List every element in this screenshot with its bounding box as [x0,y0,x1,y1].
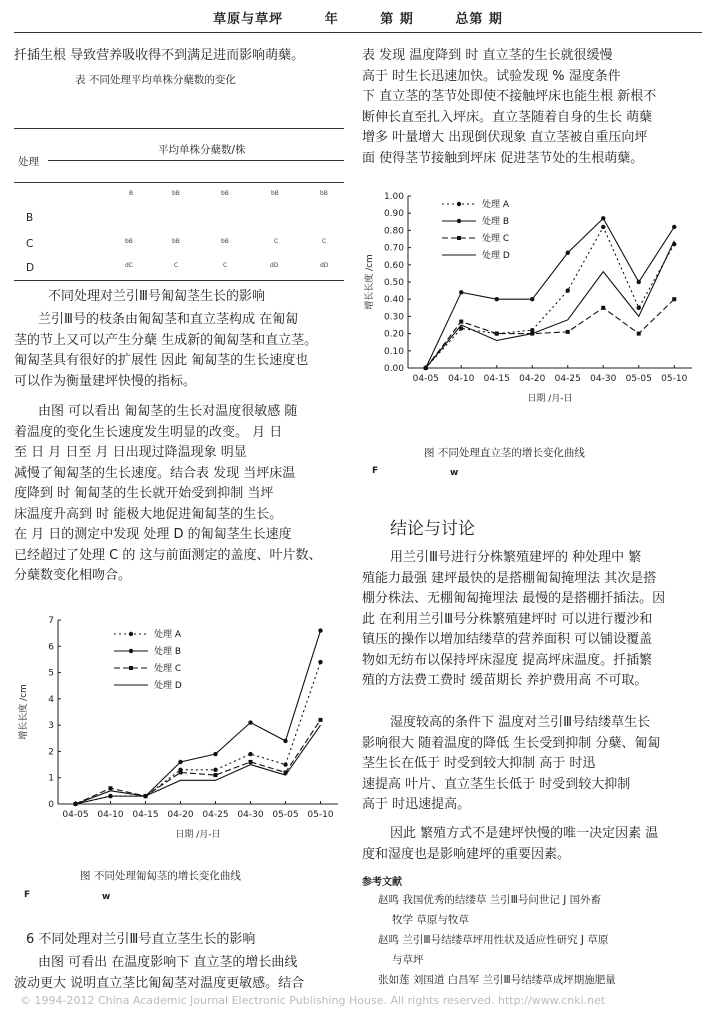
fig2-sub-left: F [372,466,379,476]
text-line: 由图 可看出 在温度影响下 直立茎的增长曲线 [38,955,298,970]
fig1-sub-right: w [102,892,111,902]
y-tick-label: 0.20 [383,329,404,340]
x-tick-label: 05-05 [625,374,652,384]
data-point [213,752,217,756]
data-point [495,297,499,301]
x-axis-label: 日期 /月-日 [527,394,573,404]
y-tick-label: 0.40 [383,295,404,306]
table-stub-header: 处理 [18,156,39,168]
legend-marker [129,649,133,653]
data-point [213,768,217,772]
table-cell: C [274,238,279,245]
text-line: 度降到 时 匍匐茎的生长就开始受到抑制 当坪 [14,486,274,501]
x-tick-label: 04-05 [412,374,439,384]
text-line: 由图 可以看出 匍匐茎的生长对温度很敏感 随 [38,404,298,419]
x-tick-label: 04-20 [167,810,194,820]
text-line: 至 日 月 日至 月 日出现过降温现象 明显 [14,445,247,460]
x-tick-label: 05-10 [661,374,688,384]
para2 [14,402,321,587]
legend-label: 处理 C [154,664,182,674]
text-line: 高于 时生长迅速加快。试验发现 % 湿度条件 [362,68,621,84]
text-line: 匍匐茎具有很好的扩展性 因此 匍匐茎的生长速度也 [14,353,309,368]
data-point [318,628,322,632]
x-tick-label: 04-30 [590,374,617,384]
text-line: 物如无纺布以保持坪床湿度 提高坪床温度。扦插繁 [362,652,653,668]
ref-line: 牧学 草原与牧草 [392,914,469,926]
text-line: 殖的方法费工费时 缓苗期长 养护费用高 不可取。 [362,673,648,688]
y-tick-label: 0.60 [383,260,404,271]
x-tick-label: 04-15 [483,374,510,384]
text-line: 表 发现 温度降到 时 直立茎的生长就很缓慢 [362,48,613,63]
section5-title: 不同处理对兰引Ⅲ号匍匐茎生长的影响 [48,289,265,304]
y-tick-label: 0.10 [383,346,404,357]
table-cell: bB [320,190,328,197]
legend-label: 处理 B [482,217,510,227]
text-line: 可以作为衡量建坪快慢的指标。 [14,373,197,389]
table-caption: 表 不同处理平均单株分蘖数的变化 [75,74,236,86]
conclusion-title: 结论与讨论 [390,519,475,539]
data-point [214,773,218,777]
para1 [14,310,317,392]
table-top-rule [14,128,344,129]
data-point [108,794,112,798]
conclusion-para1 [362,548,665,692]
refs-title: 参考文献 [362,877,402,888]
data-point [318,660,322,664]
x-tick-label: 04-20 [519,374,546,384]
y-tick-label: 0.80 [383,226,404,237]
data-point [637,280,641,284]
data-point [283,762,287,766]
table-cell: dC [125,262,133,269]
total-issue-label: 总第 期 [455,12,503,27]
data-point [179,770,183,774]
text-line: 镇压的操作以增加结缕草的营养面积 可以铺设覆盖 [362,632,653,647]
running-header [0,8,716,27]
legend-marker [129,632,133,636]
ref-line: 赵鸣 我国优秀的结缕草 兰引Ⅲ号问世记 J 国外畜 [378,894,602,906]
x-tick-label: 04-10 [448,374,475,384]
y-axis-label: 增长长度 /cm [365,254,375,310]
legend-marker [457,236,461,240]
y-tick-label: 0.00 [383,364,404,374]
text-line: 棚分株法、无棚匍匐掩埋法 最慢的是搭棚扦插法。因 [362,591,666,606]
x-axis-label: 日期 /月-日 [175,830,221,840]
table-cell: C [174,262,179,269]
table-cell: bB [271,190,279,197]
x-tick-label: 04-15 [132,810,159,820]
data-point [601,306,605,310]
table-cell: bB [125,238,133,245]
data-point [249,760,253,764]
year-label: 年 [324,12,339,27]
text-line: 床温度升高到 时 能极大地促进匍匐茎的生长。 [14,506,283,522]
y-tick-label: 1 [48,773,54,784]
y-tick-label: 2 [48,747,54,758]
text-line: 断伸长直至扎入坪床。直立茎随着自身的生长 萌蘖 [362,109,653,125]
data-point [566,330,570,334]
table-cell: bB [172,238,180,245]
y-tick-label: 0.30 [383,312,404,323]
y-tick-label: 0.90 [383,209,404,220]
x-tick-label: 05-10 [307,810,334,820]
data-point [672,297,676,301]
fig1-sub-left: F [24,890,31,900]
text-line: 因此 繁殖方式不是建坪快慢的唯一决定因素 温 [390,826,659,841]
data-point [601,216,605,220]
ref-line: 赵鸣 兰引Ⅲ号结缕草坪用性状及适应性研究 J 草原 [378,934,609,946]
data-point [248,752,252,756]
upright-stem-growth-chart [360,186,700,416]
y-tick-label: 6 [48,642,54,653]
y-tick-label: 0.70 [383,243,404,254]
stolon-growth-chart [14,610,344,860]
y-tick-label: 1.00 [383,192,404,202]
legend-marker [457,219,461,223]
text-line: 减慢了匍匐茎的生长速度。结合表 发现 当坪床温 [14,465,296,481]
references [378,890,616,990]
text-line: 兰引Ⅲ号的枝条由匍匐茎和直立茎构成 在匍匐 [38,312,299,327]
table-cell: dD [320,262,329,269]
x-tick-label: 04-05 [62,810,89,820]
legend-marker [129,666,133,670]
y-tick-label: 0.50 [383,278,404,288]
table-cell: dD [270,262,279,269]
table-row-label: D [26,262,35,274]
data-point [283,739,287,743]
text-line: 在 月 日的测定中发现 处理 D 的匍匐茎生长速度 [14,527,292,542]
text-line: 下 直立茎的茎节处即使不接触坪床也能生根 新根不 [362,89,657,104]
legend-marker [457,202,461,206]
table-cell: bB [221,238,229,245]
text-line: 速提高 叶片、直立茎生长低于 时受到较大抑制 [362,776,631,792]
text-line: 茎生长在低于 时受到较大抑制 高于 时迅 [362,756,596,771]
text-line: 用兰引Ⅲ号进行分株繁殖建坪的 种处理中 繁 [390,550,642,565]
text-line: 着温度的变化生长速度发生明显的改变。 月 日 [14,424,283,440]
table-cell: C [322,238,327,245]
para3 [14,953,304,994]
section6-title: 6 不同处理对兰引Ⅲ号直立茎生长的影响 [26,932,256,947]
text-line: 影响很大 随着温度的降低 生长受到抑制 分蘖、匍匐 [362,735,661,751]
legend-label: 处理 D [482,251,510,261]
legend-label: 处理 B [154,647,182,657]
y-tick-label: 0 [48,800,54,810]
journal-name: 草原与草坪 [213,12,284,27]
table-row-label: C [26,238,34,250]
issue-label: 第 期 [380,12,414,27]
ref-line: 与草坪 [392,954,424,966]
data-point [637,306,641,310]
table-span-header: 平均单株分蘖数/株 [158,144,246,156]
series-line [76,631,321,804]
x-tick-label: 04-10 [97,810,124,820]
data-point [459,290,463,294]
legend-label: 处理 A [154,630,182,640]
fig2-caption: 图 不同处理直立茎的增长变化曲线 [424,447,585,459]
text-line: 高于 时迅速提高。 [362,797,471,812]
table-cell: bB [172,190,180,197]
text-line: 此 在利用兰引Ⅲ号分株繁殖建坪时 可以进行覆沙和 [362,611,653,627]
header-rule [14,32,702,33]
y-tick-label: 7 [48,616,54,626]
text-line: 湿度较高的条件下 温度对兰引Ⅲ号结缕草生长 [390,715,651,730]
conclusion-para3 [362,824,658,865]
table-cell: B [129,190,134,197]
text-line: 面 使得茎节接触到坪床 促进茎节处的生根萌蘖。 [362,150,644,166]
text-line: 殖能力最强 建坪最快的是搭棚匍匐掩埋法 其次是搭 [362,570,657,586]
x-tick-label: 04-30 [237,810,264,820]
data-point [495,332,499,336]
data-point [178,760,182,764]
data-point [109,786,113,790]
text-line: 波动更大 说明直立茎比匍匐茎对温度更敏感。结合 [14,975,305,991]
data-point [530,297,534,301]
x-tick-label: 05-05 [272,810,299,820]
data-point [248,720,252,724]
table-cell: C [223,262,228,269]
series-line [76,662,321,804]
data-point [319,718,323,722]
conclusion-para2 [362,713,660,816]
legend-label: 处理 D [154,681,182,691]
table-mid-rule [48,160,344,161]
y-tick-label: 5 [48,668,54,679]
table-head-rule [14,182,344,183]
copyright-footer: © 1994-2012 China Academic Journal Electronic Publishing House. All rights reserved. http://www.cnki.net [20,994,606,1007]
right-para-top [362,46,656,169]
text-line: 增多 叶量增大 出现倒伏现象 直立茎被自重压向坪 [362,130,648,145]
table-row-label: B [26,212,34,224]
data-point [566,251,570,255]
y-axis-label: 增长长度 /cm [19,684,29,740]
table-cell: bB [221,190,229,197]
ref-line: 张如莲 刘国道 白昌军 兰引Ⅲ号结缕草成坪期施肥量 [378,974,616,986]
data-point [566,288,570,292]
table-bottom-rule [14,280,344,281]
intro-line: 扦插生根 导致营养吸收得不到满足进而影响萌蘖。 [14,48,305,63]
text-line: 度和湿度也是影响建坪的重要因素。 [362,846,571,862]
x-tick-label: 04-25 [202,810,229,820]
data-point [459,320,463,324]
y-tick-label: 3 [48,721,54,732]
fig1-caption: 图 不同处理匍匐茎的增长变化曲线 [80,870,241,882]
x-tick-label: 04-25 [554,374,581,384]
data-point [672,225,676,229]
data-point [637,332,641,336]
y-tick-label: 4 [48,694,54,705]
data-point [601,225,605,229]
legend-label: 处理 A [482,200,510,210]
legend-label: 处理 C [482,234,510,244]
series-line [426,227,675,368]
fig2-sub-right: w [450,468,459,478]
text-line: 已经超过了处理 C 的 这与前面测定的盖度、叶片数、 [14,547,322,563]
text-line: 分蘖数变化相吻合。 [14,568,132,583]
text-line: 茎的节上又可以产生分蘖 生成新的匍匐茎和直立茎。 [14,332,318,348]
